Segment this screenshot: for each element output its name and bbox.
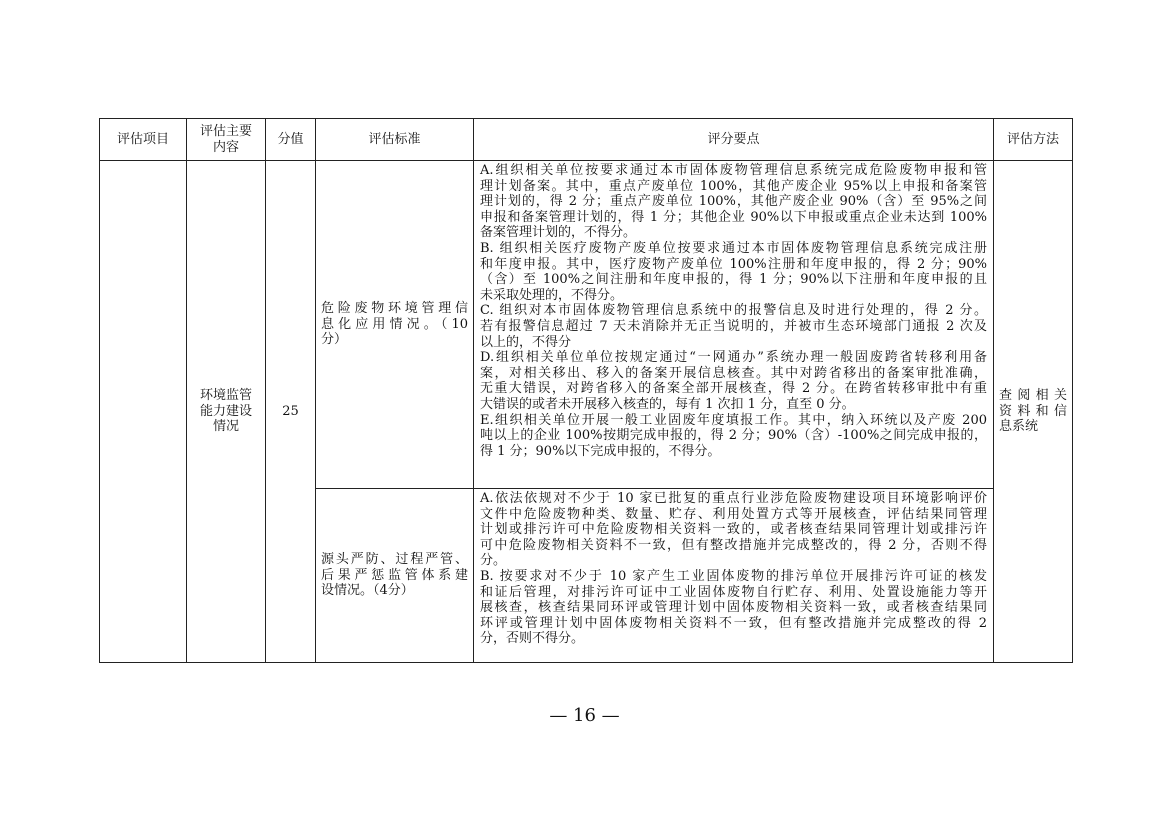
scoring-point — [480, 413, 987, 460]
text-line: 计划或排污许可中危险废物相关资料一致的，或者核查结果同管理计划或排污许 — [480, 522, 987, 538]
text-line: 理计划备案。其中，重点产废单位 100%，其他产废企业 95%以上申报和备案管 — [480, 178, 987, 194]
text-line: 未采取处理的，不得分。 — [480, 287, 624, 303]
page-number: — 16 — — [549, 705, 620, 726]
header-method: 评估方法 — [994, 119, 1073, 161]
text-line: 分，否则不得分。 — [480, 631, 585, 647]
header-points: 评分要点 — [474, 119, 994, 161]
text-line: 若有报警信息超过 7 天未消除并无正当说明的，并被市生态环境部门通报 2 次及 — [480, 318, 987, 334]
header-line: 内容 — [212, 139, 239, 155]
text-line: 和年度申报。其中，医疗废物产废单位 100%注册和年度申报的，得 2 分；90% — [480, 256, 987, 272]
text-line: 息系统 — [999, 419, 1039, 435]
text-line: 文件中危险废物种类、数量、贮存、利用处置方式等开展核查，评估结果同管理 — [480, 506, 987, 522]
text-line: A.依法依规对不少于 10 家已批复的重点行业涉危险废物建设项目环境影响评价 — [480, 491, 987, 506]
text-line: 情况 — [212, 419, 239, 435]
standard-cell — [316, 489, 474, 663]
text-line: 理计划的，得 2 分；重点产废单位 100%，其他产废企业 90%（含）至 95%之间 — [480, 194, 987, 210]
text-line: B. 组织相关医疗废物产废单位按要求通过本市固体废物管理信息系统完成注册 — [480, 240, 987, 256]
text-line: E.组织相关单位开展一般工业固废年度填报工作。其中，纳入环统以及产废 200 — [480, 412, 987, 428]
text-line: 后果严惩监管体系建 — [321, 567, 468, 583]
text-line: 息化应用情况。（10 — [321, 316, 468, 332]
text-line: A.组织相关单位按要求通过本市固体废物管理信息系统完成危险废物申报和管 — [480, 163, 987, 178]
scoring-point — [480, 491, 987, 569]
scoring-point — [480, 303, 987, 350]
header-content — [187, 119, 266, 161]
text-line: 危险废物环境管理信 — [321, 301, 468, 317]
standard-cell — [316, 161, 474, 489]
text-line: 申报和备案管理计划的，得 1 分；其他企业 90%以下申报或重点企业未达到 100% — [480, 209, 987, 225]
points-cell — [474, 489, 994, 663]
text-line: 案，对相关移出、移入的备案开展信息核查。其中对跨省移出的备案审批准确， — [480, 365, 987, 381]
content-cell — [187, 161, 266, 663]
score-cell: 25 — [266, 161, 316, 663]
text-line: 环评或管理计划中固体废物相关资料不一致，但有整改措施并完成整改的得 2 — [480, 615, 987, 631]
text-line: C. 组织对本市固体废物管理信息系统中的报警信息及时进行处理的，得 2 分。 — [480, 303, 987, 319]
text-line: 无重大错误，对跨省移入的备案全部开展核查，得 2 分。在跨省转移审批中有重 — [480, 381, 987, 397]
item-cell — [100, 161, 187, 663]
header-item: 评估项目 — [100, 119, 187, 161]
text-line: 可中危险废物相关资料不一致，但有整改措施并完成整改的，得 2 分，否则不得 — [480, 537, 987, 553]
text-line: 得 1 分；90%以下完成申报的，不得分。 — [480, 443, 721, 459]
text-line: 备案管理计划的，不得分。 — [480, 225, 637, 241]
text-line: 分） — [321, 332, 348, 348]
table-row — [100, 161, 1073, 489]
text-line: 大错误的或者未开展移入核查的，每有 1 次扣 1 分，直至 0 分。 — [480, 396, 855, 412]
header-row — [100, 119, 1073, 161]
text-line: 吨以上的企业 100%按期完成申报的，得 2 分；90%（含）-100%之间完成申报的， — [480, 428, 987, 444]
text-line: 展核查，核查结果同环评或管理计划中固体废物相关资料一致，或者核查结果同 — [480, 600, 987, 616]
method-cell — [994, 161, 1073, 663]
points-cell — [474, 161, 994, 489]
text-line: 查阅相关 — [999, 388, 1067, 404]
text-line: 分。 — [480, 553, 507, 569]
header-standard: 评估标准 — [316, 119, 474, 161]
evaluation-table — [99, 118, 1073, 663]
text-line: 以上的，不得分 — [480, 334, 572, 350]
scoring-point — [480, 569, 987, 647]
scoring-point — [480, 163, 987, 241]
text-line: 和证后管理，对排污许可证中工业固体废物自行贮存、利用、处置设施能力等开 — [480, 584, 987, 600]
text-line: 源头严防、过程严管、 — [321, 552, 468, 568]
text-line: 设情况。（4分） — [321, 583, 414, 599]
text-line: 环境监管 — [199, 388, 252, 404]
text-line: 能力建设 — [199, 403, 252, 419]
scoring-point — [480, 350, 987, 412]
text-line: （含）至 100%之间注册和年度申报的，得 1 分；90%以下注册和年度申报的且 — [480, 272, 987, 288]
text-line: B. 按要求对不少于 10 家产生工业固体废物的排污单位开展排污许可证的核发 — [480, 568, 987, 584]
scoring-point — [480, 241, 987, 303]
text-line: D.组织相关单位单位按规定通过“一网通办”系统办理一般固废跨省转移利用备 — [480, 350, 987, 366]
header-line: 评估主要 — [199, 123, 252, 139]
text-line: 资料和信 — [999, 403, 1067, 419]
header-score: 分值 — [266, 119, 316, 161]
